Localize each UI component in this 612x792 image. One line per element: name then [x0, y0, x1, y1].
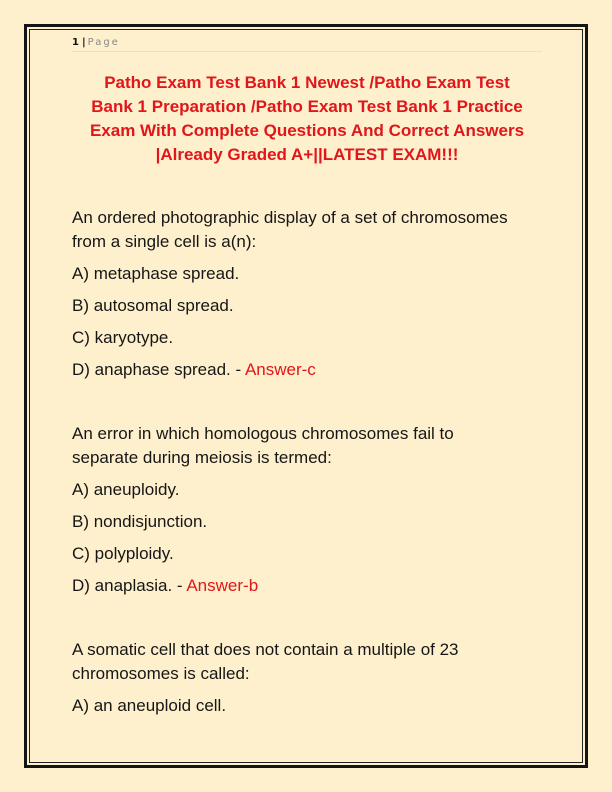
- question-stem: [72, 638, 552, 686]
- option-c: C) karyotype.: [72, 328, 174, 347]
- question-3: [72, 638, 552, 718]
- option-b: B) autosomal spread.: [72, 296, 234, 315]
- page-separator: |: [81, 37, 86, 48]
- answer-key: Answer-b: [186, 576, 259, 595]
- option-d-text: D) anaphase spread. -: [72, 360, 245, 379]
- document-title: [66, 71, 548, 167]
- question-2: [72, 422, 552, 598]
- answer-key: Answer-c: [244, 360, 316, 379]
- option-a: A) an aneuploid cell.: [72, 696, 227, 715]
- title-line: |Already Graded A+||LATEST EXAM!!!: [155, 145, 459, 164]
- option-a: A) aneuploidy.: [72, 480, 180, 499]
- option-b: B) nondisjunction.: [72, 512, 208, 531]
- question-stem-line: from a single cell is a(n):: [72, 232, 257, 251]
- page-header: [72, 36, 542, 52]
- option-d: [72, 358, 552, 382]
- question-stem-line: separate during meiosis is termed:: [72, 448, 332, 467]
- title-line: Exam With Complete Questions And Correct Answers: [89, 121, 525, 140]
- question-stem-line: chromosomes is called:: [72, 664, 250, 683]
- title-line: Bank 1 Preparation /Patho Exam Test Bank 1 Practice: [91, 97, 523, 116]
- title-line: Patho Exam Test Bank 1 Newest /Patho Exam Test: [104, 73, 510, 92]
- question-stem: [72, 422, 552, 470]
- question-stem-line: An ordered photographic display of a set of chromosomes: [72, 208, 508, 227]
- option-d: [72, 574, 552, 598]
- question-stem-line: An error in which homologous chromosomes fail to: [72, 424, 454, 443]
- page-number: 1: [72, 37, 79, 48]
- question-stem: [72, 206, 552, 254]
- option-d-text: D) anaplasia. -: [72, 576, 187, 595]
- question-1: [72, 206, 552, 382]
- page-label: Page: [87, 37, 120, 48]
- option-c: C) polyploidy.: [72, 544, 174, 563]
- option-a: A) metaphase spread.: [72, 264, 240, 283]
- question-stem-line: A somatic cell that does not contain a multiple of 23: [72, 640, 459, 659]
